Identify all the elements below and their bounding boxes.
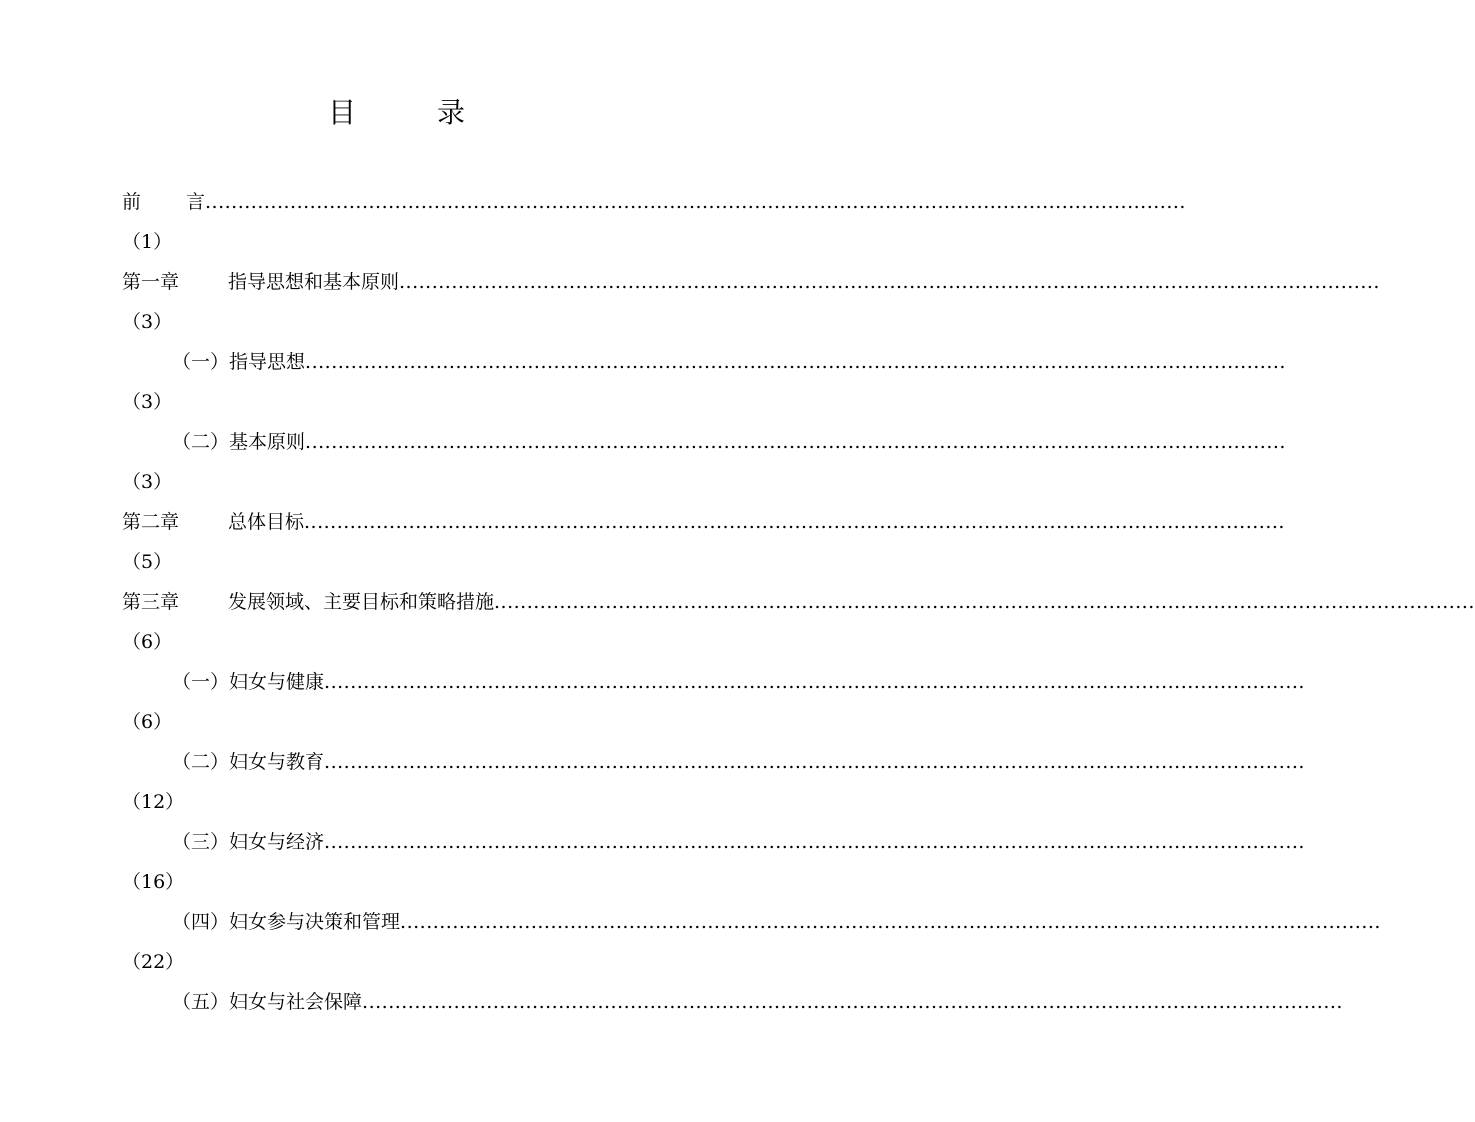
toc-page-number: （6） — [122, 711, 173, 733]
toc-leader-dots: ...................................................................................................................................................... — [304, 511, 1285, 533]
toc-entry-text: 发展领域、主要目标和策略措施 — [228, 591, 495, 613]
toc-entry-chapter-2 — [0, 502, 1285, 582]
toc-entry-section-3-5 — [0, 982, 1343, 1062]
table-of-contents — [0, 182, 1475, 1062]
page-title: 目 录 — [328, 96, 501, 129]
toc-entry-line — [172, 662, 1305, 702]
toc-entry-line — [172, 742, 1305, 782]
toc-page-number: （12） — [122, 791, 185, 813]
toc-leader-dots: ...................................................................................................................................................... — [494, 591, 1475, 613]
toc-entry-line — [122, 582, 1475, 622]
toc-entry-label: （一） — [172, 351, 230, 373]
toc-entry-line — [172, 822, 1305, 862]
toc-entry-label: 前 — [122, 191, 142, 213]
toc-entry-label: （四） — [172, 911, 230, 933]
toc-page-number: （6） — [122, 631, 173, 653]
toc-page-number: （1） — [122, 231, 173, 253]
toc-leader-dots: ...................................................................................................................................................... — [400, 911, 1381, 933]
toc-entry-line — [122, 502, 1285, 542]
toc-entry-text: 指导思想和基本原则 — [228, 271, 400, 293]
toc-entry-chapter-3 — [0, 582, 1475, 662]
toc-leader-dots: ...................................................................................................................................................... — [305, 431, 1286, 453]
toc-entry-text: 基本原则 — [229, 431, 306, 453]
toc-page-number: （5） — [122, 551, 173, 573]
toc-entry-line — [172, 902, 1381, 942]
toc-entry-preface — [0, 182, 1186, 262]
toc-entry-line — [172, 422, 1286, 462]
toc-entry-text: 指导思想 — [229, 351, 306, 373]
toc-leader-dots: ...................................................................................................................................................... — [324, 671, 1305, 693]
toc-leader-dots: ...................................................................................................................................................... — [205, 191, 1186, 213]
toc-page-number: （16） — [122, 871, 185, 893]
toc-leader-dots: ...................................................................................................................................................... — [362, 991, 1343, 1013]
toc-leader-dots: ...................................................................................................................................................... — [305, 351, 1286, 373]
toc-entry-section-3-4 — [0, 902, 1381, 982]
toc-entry-section-1-2 — [0, 422, 1286, 502]
toc-entry-label: （二） — [172, 751, 230, 773]
toc-entry-label-2: 言 — [186, 191, 206, 213]
toc-leader-dots: ...................................................................................................................................................... — [324, 751, 1305, 773]
toc-entry-text: 妇女参与决策和管理 — [229, 911, 401, 933]
toc-page-number: （3） — [122, 391, 173, 413]
toc-entry-line — [122, 262, 1380, 302]
toc-entry-label: 第一章 — [122, 271, 180, 293]
toc-entry-line — [172, 342, 1286, 382]
toc-entry-section-3-1 — [0, 662, 1305, 742]
toc-entry-text: 妇女与经济 — [229, 831, 325, 853]
toc-entry-line — [172, 982, 1343, 1022]
toc-entry-label: 第三章 — [122, 591, 180, 613]
toc-entry-label: 第二章 — [122, 511, 180, 533]
toc-entry-line — [122, 182, 1186, 222]
toc-page-number: （3） — [122, 471, 173, 493]
toc-entry-label: （五） — [172, 991, 230, 1013]
toc-entry-label: （一） — [172, 671, 230, 693]
toc-page-number: （3） — [122, 311, 173, 333]
toc-leader-dots: ...................................................................................................................................................... — [399, 271, 1380, 293]
toc-entry-text: 妇女与社会保障 — [229, 991, 363, 1013]
toc-entry-text: 妇女与健康 — [229, 671, 325, 693]
toc-entry-section-3-2 — [0, 742, 1305, 822]
toc-entry-section-3-3 — [0, 822, 1305, 902]
toc-page-number: （22） — [122, 951, 185, 973]
toc-entry-chapter-1 — [0, 262, 1380, 342]
toc-entry-text: 总体目标 — [228, 511, 305, 533]
toc-entry-text: 妇女与教育 — [229, 751, 325, 773]
toc-entry-label: （二） — [172, 431, 230, 453]
toc-leader-dots: ...................................................................................................................................................... — [324, 831, 1305, 853]
toc-entry-label: （三） — [172, 831, 230, 853]
toc-entry-section-1-1 — [0, 342, 1286, 422]
